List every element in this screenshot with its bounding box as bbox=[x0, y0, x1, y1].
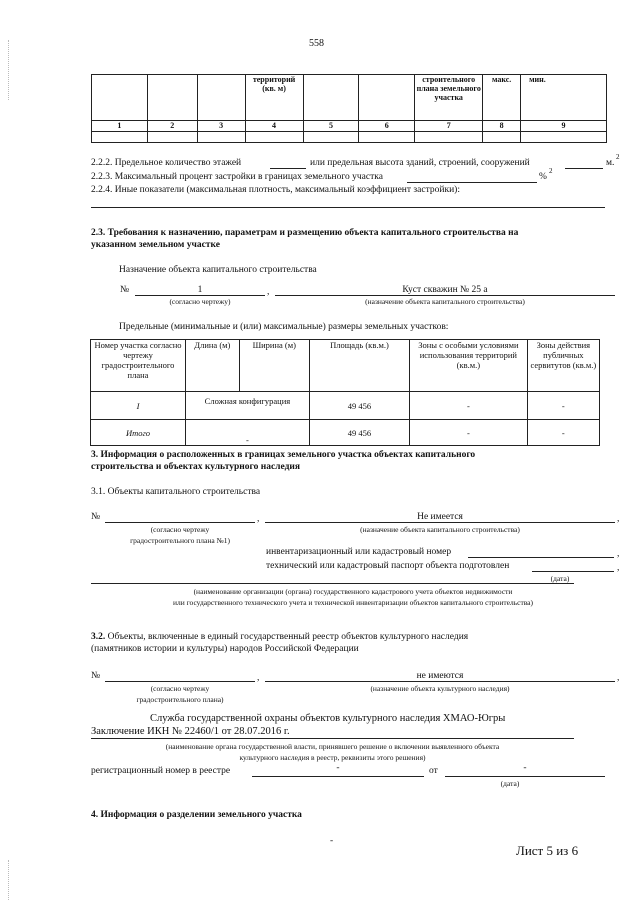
plots-header: Зоны с особыми условиями использования территорий (кв.м.) bbox=[410, 340, 528, 392]
col-number: 8 bbox=[483, 121, 521, 132]
percent-line bbox=[407, 182, 537, 183]
header-cell: территорий (кв. м) bbox=[245, 75, 303, 121]
total-servitudes: - bbox=[527, 420, 599, 446]
s32-title-1 bbox=[91, 632, 615, 642]
plots-header: Номер участка согласно чертежу градостроительного плана bbox=[91, 340, 186, 392]
s23-sizes-label: Предельные (минимальные и (или) максимальные) размеры земельных участков: bbox=[119, 322, 449, 332]
s32-from-label: от bbox=[429, 766, 438, 776]
s32-title-2: (памятников истории и культуры) народов Российской Федерации bbox=[91, 644, 359, 654]
s23-title-1: 2.3. Требования к назначению, параметрам и размещению объекта капитального строительства на bbox=[91, 228, 519, 238]
s31-tech-label: технический или кадастровый паспорт объекта подготовлен bbox=[266, 561, 510, 571]
plots-table bbox=[90, 339, 600, 446]
s31-cap-purpose: (назначение объекта капитального строительства) bbox=[360, 525, 520, 534]
s32-authority-line bbox=[91, 738, 574, 739]
header-cell bbox=[147, 75, 197, 121]
plot-servitudes: - bbox=[527, 392, 599, 420]
s31-cap-org-1: (наименование организации (органа) государственного кадастрового учета объектов недвижимости bbox=[193, 587, 513, 596]
s31-cap-drawing-1: (согласно чертежу bbox=[150, 525, 210, 534]
s222-mid: или предельная высота зданий, строений, сооружений bbox=[310, 158, 530, 168]
s32-title-num: 3.2. bbox=[91, 632, 106, 642]
header-cell bbox=[359, 75, 415, 121]
s31-cap-org-2: или государственного технического учета и технической инвентаризации объектов капитального строительства) bbox=[172, 598, 533, 607]
col-number: 3 bbox=[197, 121, 245, 132]
col-number: 7 bbox=[415, 121, 483, 132]
s23-cap-purpose: (назначение объекта капитального строительства) bbox=[365, 297, 525, 306]
s32-title-text: Объекты, включенные в единый государственный реестр объектов культурного наследия bbox=[107, 632, 469, 642]
header-cell bbox=[303, 75, 359, 121]
plots-header: Длина (м) bbox=[185, 340, 239, 392]
col-number: 6 bbox=[359, 121, 415, 132]
s31-title: 3.1. Объекты капитального строительства bbox=[91, 487, 261, 497]
s222-sup: 2 bbox=[616, 153, 620, 161]
col-number: 1 bbox=[92, 121, 148, 132]
total-area: 49 456 bbox=[309, 420, 409, 446]
total-zones: - bbox=[410, 420, 528, 446]
s32-cap-date: (дата) bbox=[500, 779, 520, 788]
s31-cap-date: (дата) bbox=[550, 574, 570, 583]
sheet-counter: Лист 5 из 6 bbox=[516, 843, 579, 858]
s32-number-line bbox=[105, 681, 255, 682]
s23-number-line bbox=[135, 295, 265, 296]
s32-cap-drawing-2: градостроительного плана) bbox=[136, 695, 224, 704]
s31-value-line bbox=[265, 522, 615, 523]
plot-zones: - bbox=[410, 392, 528, 420]
plots-header: Ширина (м) bbox=[239, 340, 309, 392]
col-number: 4 bbox=[245, 121, 303, 132]
s32-value: не имеются bbox=[416, 671, 464, 681]
s222-unit: м. bbox=[606, 158, 615, 168]
s23-number: 1 bbox=[197, 285, 203, 295]
margin-mark bbox=[8, 860, 9, 900]
s32-no: № bbox=[91, 671, 101, 681]
header-cell: строительного плана земельного участка bbox=[415, 75, 483, 121]
s23-purpose-label: Назначение объекта капитального строительства bbox=[119, 265, 317, 275]
s31-number-line bbox=[105, 522, 255, 523]
header-cell bbox=[92, 75, 148, 121]
s23-title-2: указанном земельном участке bbox=[91, 240, 220, 250]
header-cell: макс. bbox=[483, 75, 521, 121]
header-cell bbox=[197, 75, 245, 121]
s32-reg-value: - bbox=[336, 763, 340, 773]
s4-title: 4. Информация о разделении земельного участка bbox=[91, 810, 302, 820]
plot-shape: Сложная конфигурация bbox=[185, 392, 309, 420]
s224-label: 2.2.4. Иные показатели (максимальная плотность, максимальный коэффициент застройки): bbox=[91, 185, 460, 195]
s223-sup: 2 bbox=[549, 167, 553, 175]
s32-from-value: - bbox=[523, 763, 527, 773]
col-number: 5 bbox=[303, 121, 359, 132]
s4-dash: - bbox=[330, 836, 334, 846]
s32-cap-purpose: (назначение объекта культурного наследия) bbox=[370, 684, 510, 693]
plot-area: 49 456 bbox=[309, 392, 409, 420]
s224-line bbox=[91, 207, 605, 208]
s3-title-1: 3. Информация о расположенных в границах земельного участка объектах капитального bbox=[91, 450, 476, 460]
s32-cap-drawing-1: (согласно чертежу bbox=[150, 684, 210, 693]
col-number: 2 bbox=[147, 121, 197, 132]
s32-authority-1: Служба государственной охраны объектов культурного наследия ХМАО-Югры bbox=[150, 713, 506, 724]
plots-header: Зоны действия публичных сервитутов (кв.м.) bbox=[527, 340, 599, 392]
s23-no: № bbox=[120, 285, 130, 295]
margin-mark bbox=[8, 40, 9, 100]
top-table bbox=[91, 74, 607, 143]
s32-cap-auth-2: культурного наследия в реестр, реквизиты этого решения) bbox=[239, 753, 426, 762]
floors-line bbox=[270, 168, 306, 169]
s32-authority-2: Заключение ИКН № 22460/1 от 28.07.2016 г. bbox=[91, 726, 290, 737]
page-number: 558 bbox=[309, 38, 324, 49]
total-label: Итого bbox=[91, 420, 186, 446]
s32-value-line bbox=[265, 681, 615, 682]
s31-value: Не имеется bbox=[417, 512, 463, 522]
s31-inv-label: инвентаризационный или кадастровый номер bbox=[266, 547, 452, 557]
s23-purpose-line bbox=[275, 295, 615, 296]
s3-title-2: строительства и объектах культурного наследия bbox=[91, 462, 301, 472]
s31-tech-line bbox=[532, 571, 614, 572]
s31-no: № bbox=[91, 512, 101, 522]
s32-reg-label: регистрационный номер в реестре bbox=[91, 766, 231, 776]
s31-cap-drawing-2: градостроительного плана №1) bbox=[130, 536, 230, 545]
s32-from-line bbox=[445, 776, 605, 777]
s32-reg-line bbox=[252, 776, 424, 777]
s32-cap-auth-1: (наименование органа государственной власти, принявшего решение о включении выявленного объекта bbox=[165, 742, 500, 751]
plots-header: Площадь (кв.м.) bbox=[309, 340, 409, 392]
s222-label: 2.2.2. Предельное количество этажей bbox=[91, 158, 242, 168]
s223-unit: % bbox=[539, 172, 547, 182]
header-cell: мин. bbox=[521, 75, 607, 121]
s223-label: 2.2.3. Максимальный процент застройки в границах земельного участка bbox=[91, 172, 383, 182]
total-shape: - bbox=[185, 420, 309, 446]
plot-number: I bbox=[91, 392, 186, 420]
col-number: 9 bbox=[521, 121, 607, 132]
s23-purpose: Куст скважин № 25 а bbox=[402, 285, 488, 295]
height-line bbox=[565, 168, 603, 169]
s31-org-line bbox=[91, 583, 574, 584]
s31-inv-line bbox=[468, 557, 614, 558]
s23-cap-drawing: (согласно чертежу) bbox=[169, 297, 231, 306]
